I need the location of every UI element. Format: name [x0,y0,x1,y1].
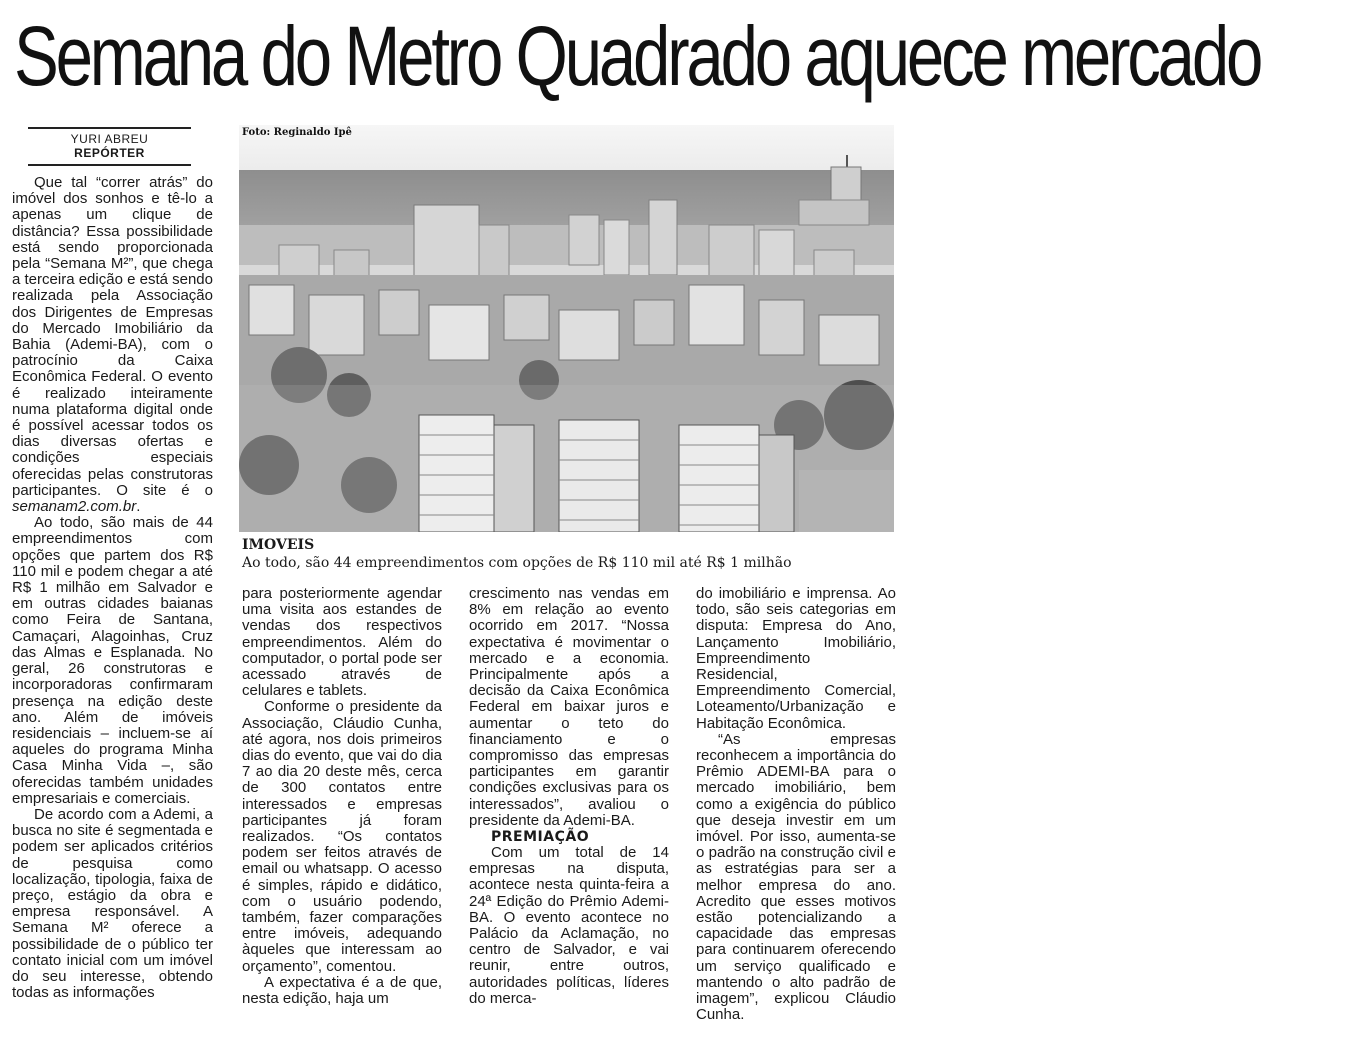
paragraph [12,175,213,515]
paragraph-text: Que tal “correr atrás” do imóvel dos sonhos e tê-lo a apenas um clique de distância? Essa possibilidade está sendo proporcionada pela “Semana M²”, que chega a terceira edição e está sendo realizada pela Associação dos Dirigentes de Empresas do Mercado Imobiliário da Bahia (Ademi-BA), com o patrocínio da Caixa Econômica Federal. O evento é realizado inteiramente numa plataforma digital onde é possível acessar todos os dias diversas ofertas e condições especiais oferecidas pelas construtoras participantes. O site é o [12,174,213,499]
headline: Semana do Metro Quadrado aquece mercado [14,9,1261,103]
city-skyline-photo [239,125,894,532]
paragraph: Com um total de 14 empresas na disputa, acontece nesta quinta-feira a 24ª Edição do Prêmio Ademi-BA. O evento acontece no Palácio da Aclamação, no centro de Salvador, e vai reunir, entre outros, autoridades políticas, líderes do merca- [469,844,669,1007]
article-column-1 [12,175,213,1001]
article-column-4 [696,586,896,1023]
article-column-3 [469,586,669,1007]
author-role: REPÓRTER [74,146,145,160]
paragraph-end: . [136,498,141,516]
paragraph: Conforme o presidente da Associação, Cláudio Cunha, até agora, nos dois primeiros dias do evento, que vai do dia 7 ao dia 20 deste mês, cerca de 300 contatos entre interessados e empresas participantes já foram realizados. “Os contatos podem ser feitos através de email ou whatsapp. O acesso é simples, rápido e didático, com o usuário podendo, também, fazer comparações entre imóveis, adequando àqueles que interessam ao orçamento”, comentou. [242,698,442,975]
author-name: YURI ABREU [70,132,149,146]
section-subhead: PREMIAÇÃO [491,829,590,846]
photo-credit: Foto: Reginaldo Ipê [242,127,352,138]
paragraph: De acordo com a Ademi, a busca no site é segmentada e podem ser aplicados critérios de pesquisa como localização, tipologia, faixa de preço, estágio da obra e empresa responsável. A Semana M² oferece a possibilidade de o público ter contato inicial com um imóvel do seu interesse, obtendo todas as informações [12,805,213,1002]
byline [28,127,191,166]
paragraph: crescimento nas vendas em 8% em relação ao evento ocorrido em 2017. “Nossa expectativa é movimentar o mercado e a economia. Principalmente após a decisão da Caixa Econômica Federal em baixar juros e aumentar o teto do financiamento e o compromisso das empresas participantes em garantir condições exclusivas para os interessados”, avaliou o presidente da Ademi-BA. [469,585,669,829]
paragraph: A expectativa é a de que, nesta edição, haja um [242,973,442,1008]
photo-caption-tag: IMOVEIS [242,537,315,553]
site-url: semanam2.com.br [12,498,137,516]
article-column-2 [242,586,442,1007]
city-skyline-illustration [239,125,894,532]
paragraph: do imobiliário e imprensa. Ao todo, são seis categorias em disputa: Empresa do Ano, Lançamento Imobiliário, Empreendimento Residencial, Empreendimento Comercial, Loteamento/Urbanização e Habitação Econômica. [696,585,896,732]
photo-caption: Ao todo, são 44 empreendimentos com opções de R$ 110 mil até R$ 1 milhão [242,555,792,571]
paragraph: Ao todo, são mais de 44 empreendimentos com opções que partem dos R$ 110 mil e podem chegar a até R$ 1 milhão em Salvador e em outras cidades baianas como Feira de Santana, Camaçari, Alagoinhas, Cruz das Almas e Esplanada. No geral, 26 construtoras e incorporadoras confirmaram presença na edição deste ano. Além de imóveis residenciais – incluem-se aí aqueles do programa Minha Casa Minha Vida –, são oferecidas também unidades empresariais e comerciais. [12,514,213,807]
paragraph: para posteriormente agendar uma visita aos estandes de vendas dos respectivos empreendimentos. Além do computador, o portal pode ser acessado através de celulares e tablets. [242,585,442,700]
paragraph: “As empresas reconhecem a importância do Prêmio ADEMI-BA para o mercado imobiliário, bem como a exigência do público que deseja investir em um imóvel. Por isso, aumenta-se o padrão na construção civil e as estratégias para ser a melhor empresa do ano. Acredito que esses motivos estão potencializando a capacidade das empresas para continuarem oferecendo um serviço qualificado e mantendo o alto padrão de imagem”, explicou Cláudio Cunha. [696,730,896,1024]
